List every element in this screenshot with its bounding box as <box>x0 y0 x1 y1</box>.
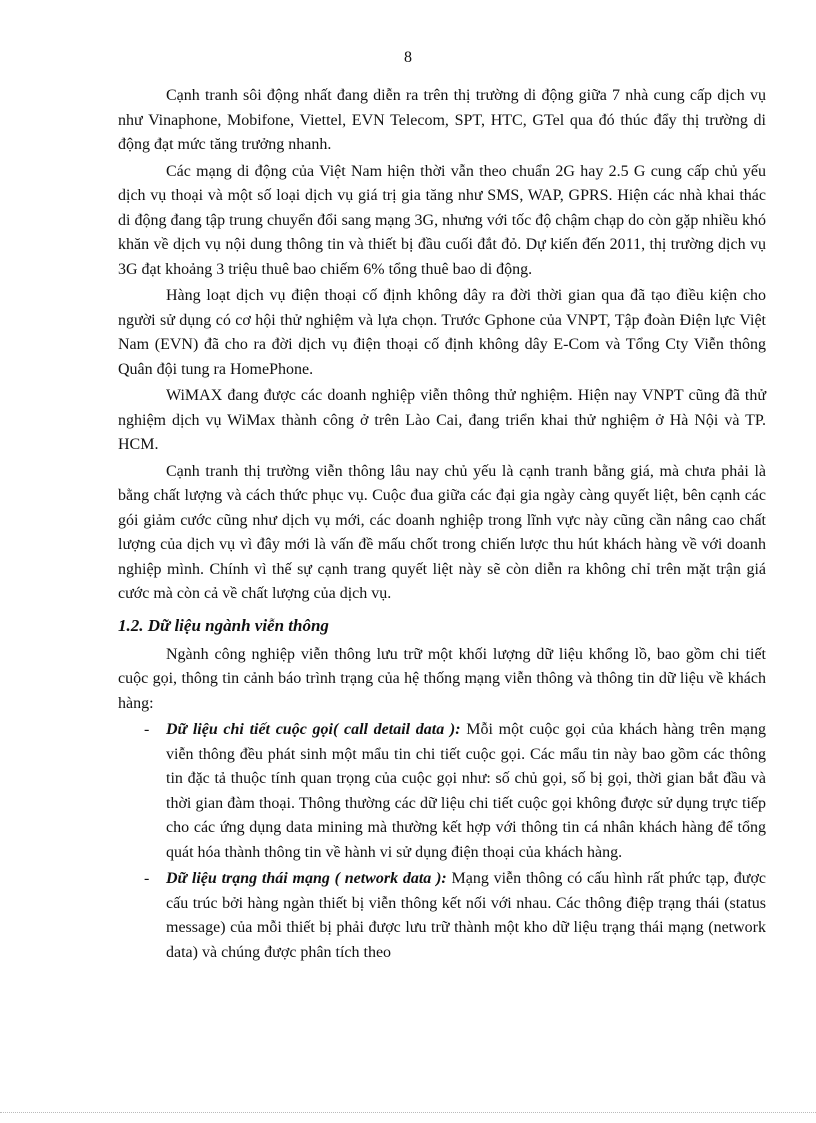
section-intro: Ngành công nghiệp viễn thông lưu trữ một khối lượng dữ liệu khổng lồ, bao gồm chi tiết cuộc gọi, thông tin cảnh báo trình trạng của hệ thống mạng viễn thông và thông tin dữ liệu về khách hàng: <box>118 645 766 712</box>
paragraph-market-competition: Cạnh tranh thị trường viễn thông lâu nay chủ yếu là cạnh tranh bằng giá, mà chưa phải là bằng chất lượng và cách thức phục vụ. Cuộc đua giữa các đại gia ngày càng quyết liệt, bên cạnh các gói giảm cước cũng như dịch vụ mới, các doanh nghiệp trong lĩnh vực này cũng cần nâng cao chất lượng của dịch vụ vì đây mới là vấn đề mấu chốt trong chiến lược thu hút khách hàng về với doanh nghiệp mình. Chính vì thế sự cạnh trang quyết liệt này sẽ còn diễn ra không chỉ trên mặt trận giá cước mà còn cả về chất lượng của dịch vụ. <box>118 462 766 602</box>
section-heading: 1.2. Dữ liệu ngành viễn thông <box>118 615 329 635</box>
data-types-list <box>118 718 766 965</box>
bullet-marker: - <box>144 721 150 738</box>
document-body <box>118 84 766 967</box>
bullet-text: Mỗi một cuộc gọi của khách hàng trên mạng viễn thông đều phát sinh một mẩu tin chi tiết cuộc gọi. Các mẩu tin này bao gồm các thông tin đặc tả thuộc tính quan trọng của cuộc gọi như: số chủ gọi, số bị gọi, thời gian bắt đầu và thời gian đàm thoại. Thông thường các dữ liệu chi tiết cuộc gọi không được sử dụng trực tiếp cho các ứng dụng data mining mà thường kết hợp với thông tin cá nhân khách hàng để tổng quát hóa thành thông tin về hành vi sử dụng điện thoại của khách hàng. <box>166 721 767 861</box>
paragraph-mobile-competition: Cạnh tranh sôi động nhất đang diễn ra trên thị trường di động giữa 7 nhà cung cấp dịch vụ như Vinaphone, Mobifone, Viettel, EVN Telecom, SPT, HTC, GTel qua đó thúc đẩy thị trường di động đạt mức tăng trưởng nhanh. <box>118 87 766 153</box>
paragraph-mobile-networks: Các mạng di động của Việt Nam hiện thời vẫn theo chuẩn 2G hay 2.5 G cung cấp chủ yếu dịch vụ thoại và một số loại dịch vụ giá trị gia tăng như SMS, WAP, GPRS. Hiện các nhà khai thác di động đang tập trung chuyển đổi sang mạng 3G, nhưng với tốc độ chậm chạp do còn gặp nhiều khó khăn về dịch vụ nội dung thông tin và thiết bị đầu cuối đắt đỏ. Dự kiến đến 2011, thị trường dịch vụ 3G đạt khoảng 3 triệu thuê bao chiếm 6% tổng thuê bao di động. <box>118 162 766 278</box>
bullet-term: Dữ liệu chi tiết cuộc gọi( call detail data ): <box>166 721 461 738</box>
bullet-marker: - <box>144 870 150 887</box>
page-number: 8 <box>404 49 412 66</box>
page-bottom-divider <box>0 1112 816 1113</box>
bullet-text: Mạng viễn thông có cấu hình rất phức tạp, được cấu trúc bởi hàng ngàn thiết bị viễn thông kết nối với nhau. Các thông điệp trạng thái (status message) của mỗi thiết bị phải được lưu trữ thành một kho dữ liệu trạng thái mạng (network data) và chúng được phân tích theo <box>166 870 767 961</box>
paragraph-fixed-wireless: Hàng loạt dịch vụ điện thoại cố định không dây ra đời thời gian qua đã tạo điều kiện cho người sử dụng có cơ hội thử nghiệm và lựa chọn. Trước Gphone của VNPT, Tập đoàn Điện lực Việt Nam (EVN) đã cho ra đời dịch vụ điện thoại cố định không dây E-Com và Tổng Cty Viễn thông Quân đội tung ra HomePhone. <box>118 287 766 378</box>
list-item-call-detail-data <box>118 718 766 865</box>
paragraph-wimax: WiMAX đang được các doanh nghiệp viễn thông thử nghiệm. Hiện nay VNPT cũng đã thử nghiệm dịch vụ WiMax thành công ở trên Lào Cai, đang triển khai thử nghiệm ở Hà Nội và TP. HCM. <box>118 387 766 453</box>
bullet-term: Dữ liệu trạng thái mạng ( network data ): <box>166 870 447 887</box>
list-item-network-data <box>118 867 766 965</box>
